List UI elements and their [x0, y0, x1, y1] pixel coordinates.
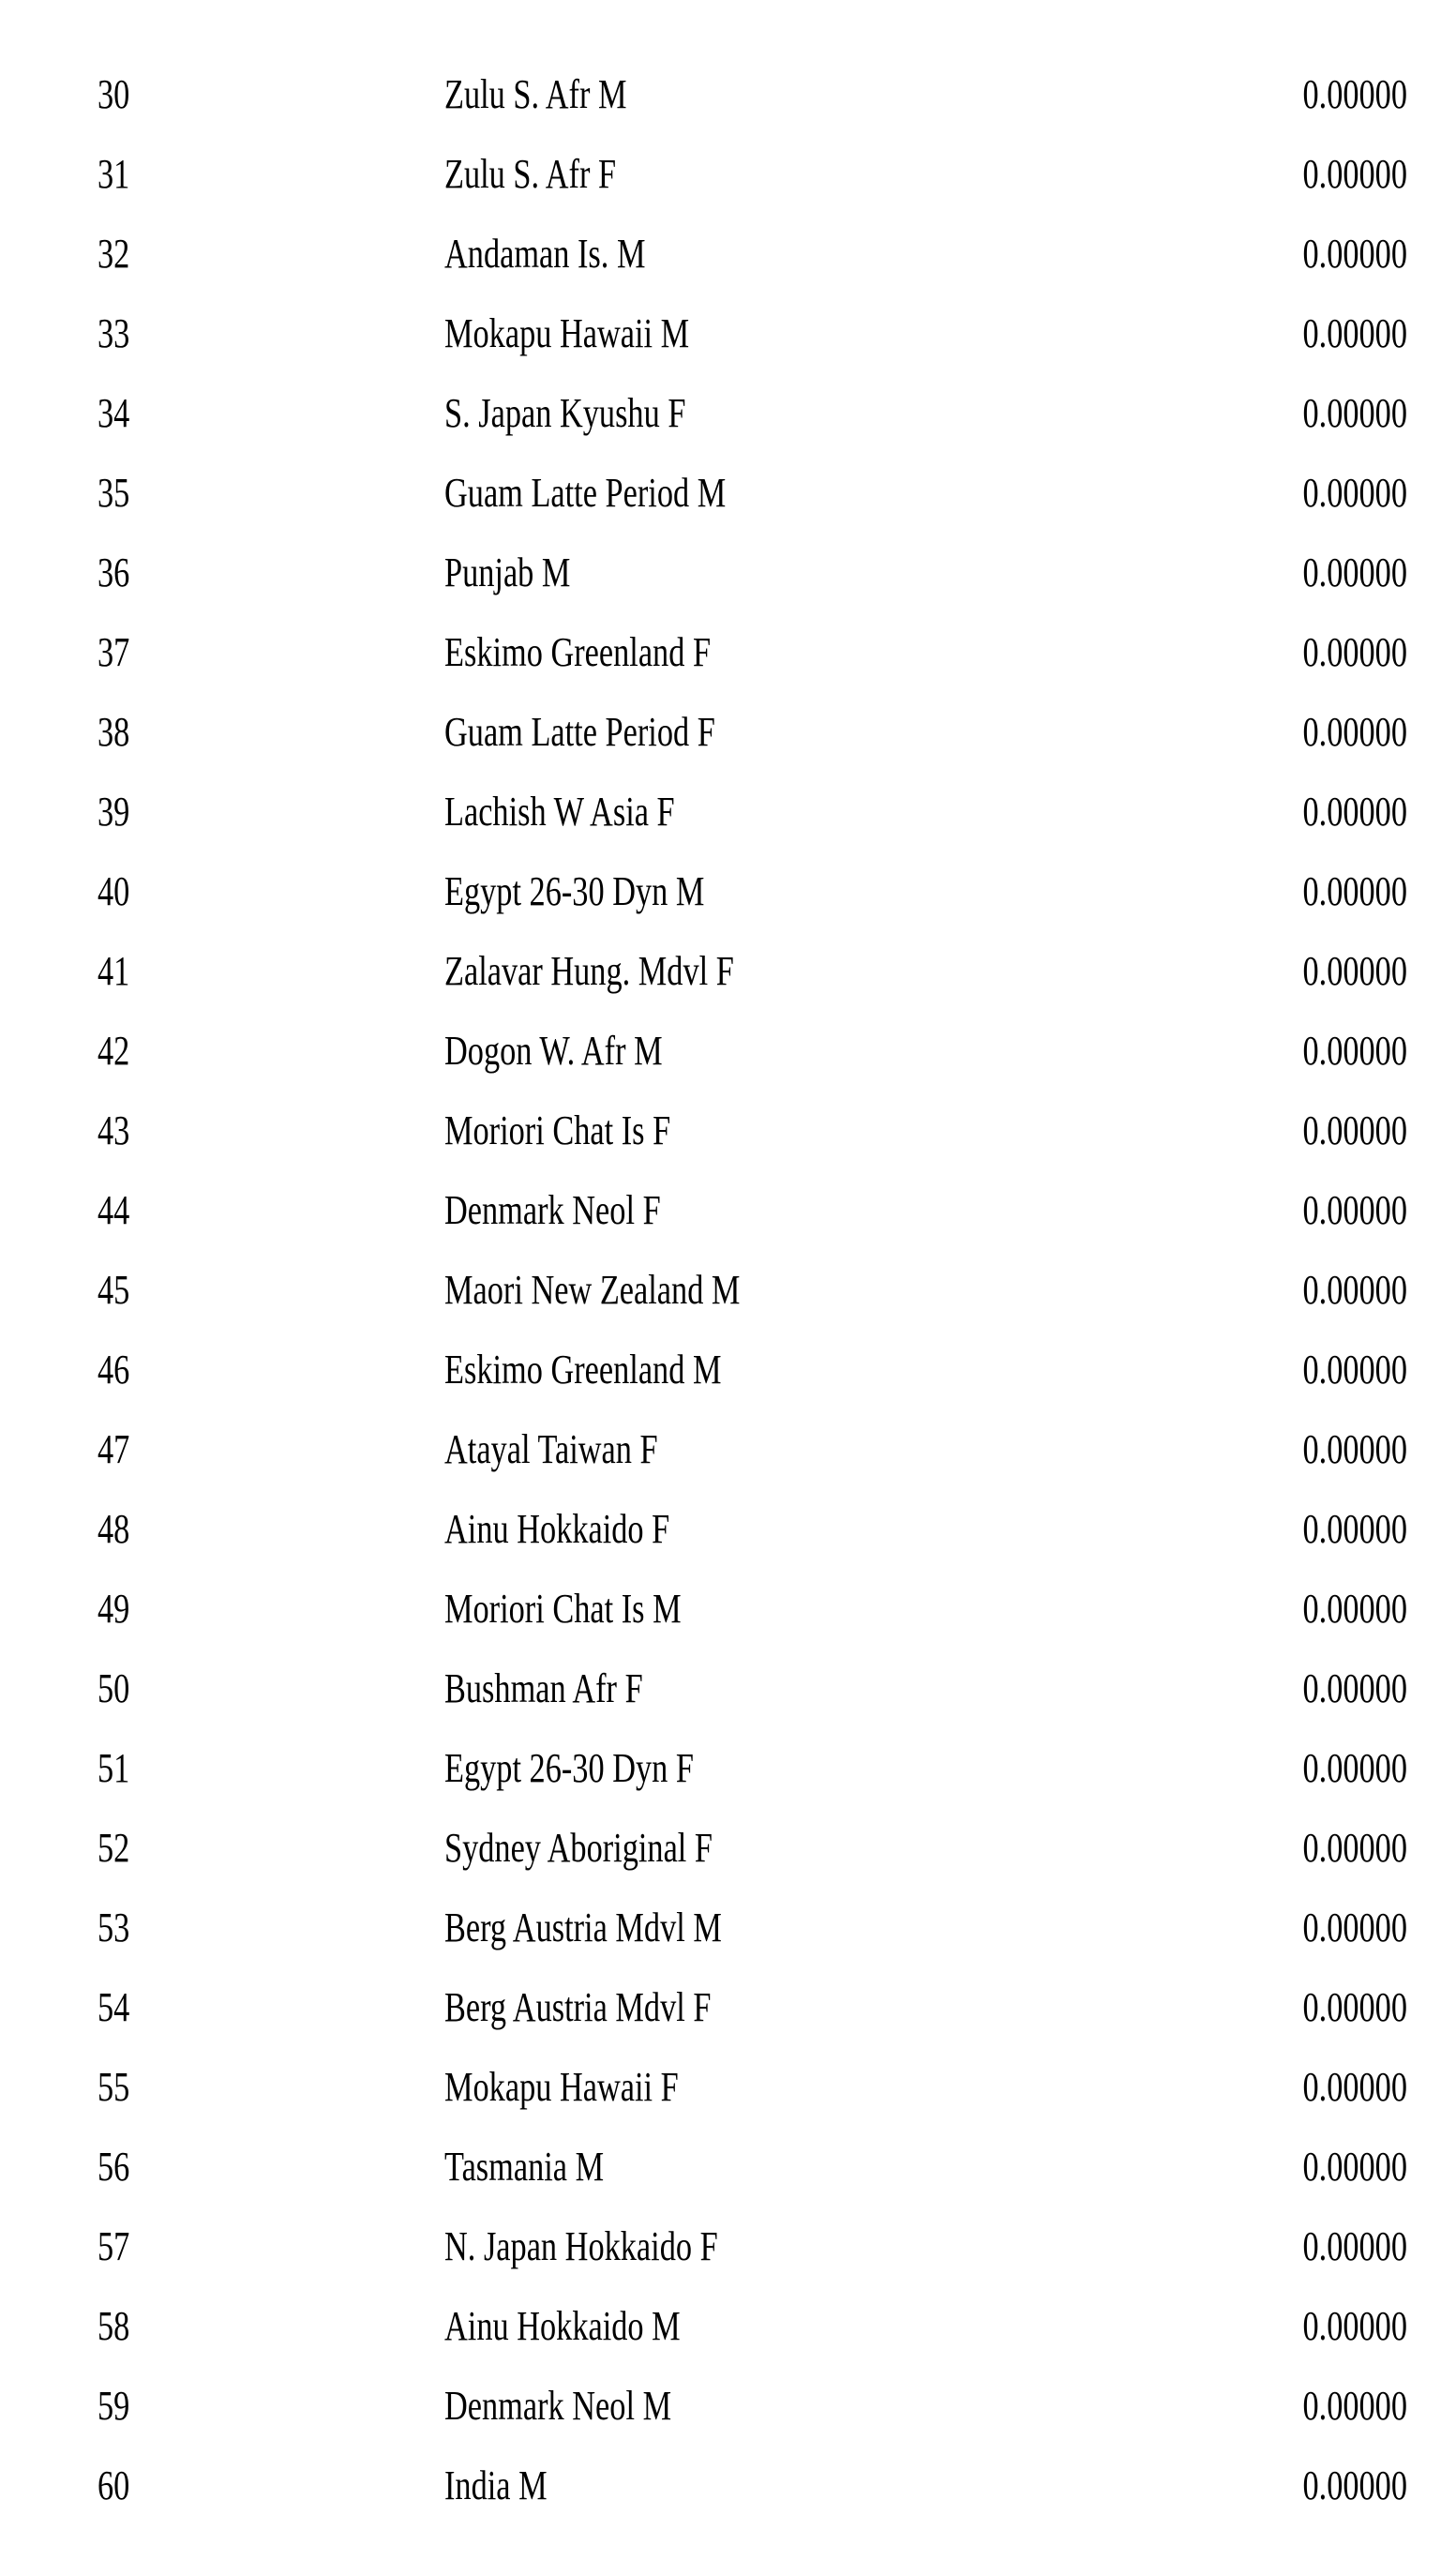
row-rank: 41	[98, 948, 130, 994]
row-value: 0.00000	[1302, 1825, 1407, 1871]
row-value: 0.00000	[1302, 310, 1407, 356]
row-sample-name: Egypt 26-30 Dyn F	[444, 1745, 694, 1791]
row-value: 0.00000	[1302, 2223, 1407, 2269]
table-row	[0, 1170, 1456, 1250]
table-row	[0, 1489, 1456, 1569]
table-row	[0, 134, 1456, 214]
row-rank: 35	[98, 470, 130, 516]
row-rank: 48	[98, 1506, 130, 1552]
row-rank: 31	[98, 151, 130, 197]
table-row	[0, 214, 1456, 294]
table-row	[0, 453, 1456, 533]
row-rank: 49	[98, 1586, 130, 1632]
row-sample-name: Lachish W Asia F	[444, 789, 675, 835]
row-rank: 44	[98, 1187, 130, 1233]
row-rank: 59	[98, 2383, 130, 2429]
row-rank: 47	[98, 1426, 130, 1472]
row-sample-name: Mokapu Hawaii F	[444, 2064, 679, 2110]
row-rank: 55	[98, 2064, 130, 2110]
row-sample-name: Berg Austria Mdvl F	[444, 1984, 712, 2030]
table-row	[0, 2366, 1456, 2446]
row-sample-name: Andaman Is. M	[444, 231, 646, 277]
row-rank: 53	[98, 1905, 130, 1950]
row-value: 0.00000	[1302, 1506, 1407, 1552]
row-sample-name: Berg Austria Mdvl M	[444, 1905, 722, 1950]
row-rank: 50	[98, 1665, 130, 1711]
row-sample-name: Tasmania M	[444, 2144, 605, 2190]
row-rank: 39	[98, 789, 130, 835]
table-row	[0, 772, 1456, 851]
row-rank: 36	[98, 550, 130, 595]
row-value: 0.00000	[1302, 1665, 1407, 1711]
row-rank: 46	[98, 1347, 130, 1393]
row-sample-name: Zulu S. Afr F	[444, 151, 617, 197]
row-rank: 45	[98, 1267, 130, 1313]
row-value: 0.00000	[1302, 868, 1407, 914]
table-row	[0, 1330, 1456, 1409]
table-row	[0, 2206, 1456, 2286]
row-value: 0.00000	[1302, 2383, 1407, 2429]
row-value: 0.00000	[1302, 2303, 1407, 2349]
row-sample-name: S. Japan Kyushu F	[444, 390, 686, 436]
row-sample-name: Denmark Neol M	[444, 2383, 672, 2429]
table-row	[0, 1967, 1456, 2047]
table-row	[0, 373, 1456, 453]
row-sample-name: Zulu S. Afr M	[444, 71, 627, 117]
table-row	[0, 931, 1456, 1011]
table-row	[0, 612, 1456, 692]
table-row	[0, 851, 1456, 931]
row-sample-name: Guam Latte Period M	[444, 470, 727, 516]
row-rank: 32	[98, 231, 130, 277]
row-value: 0.00000	[1302, 948, 1407, 994]
row-value: 0.00000	[1302, 550, 1407, 595]
row-sample-name: N. Japan Hokkaido F	[444, 2223, 718, 2269]
table-row	[0, 1250, 1456, 1330]
table-row	[0, 533, 1456, 612]
table-row	[0, 2446, 1456, 2525]
table-row	[0, 2127, 1456, 2206]
table-row	[0, 1808, 1456, 1888]
row-value: 0.00000	[1302, 1107, 1407, 1153]
row-rank: 58	[98, 2303, 130, 2349]
row-rank: 57	[98, 2223, 130, 2269]
row-rank: 43	[98, 1107, 130, 1153]
row-sample-name: Mokapu Hawaii M	[444, 310, 690, 356]
row-rank: 51	[98, 1745, 130, 1791]
table-row	[0, 1728, 1456, 1808]
table-row	[0, 1649, 1456, 1728]
row-rank: 34	[98, 390, 130, 436]
row-rank: 52	[98, 1825, 130, 1871]
table-row	[0, 1409, 1456, 1489]
row-value: 0.00000	[1302, 1347, 1407, 1393]
row-value: 0.00000	[1302, 470, 1407, 516]
row-rank: 54	[98, 1984, 130, 2030]
row-sample-name: Punjab M	[444, 550, 571, 595]
row-sample-name: Moriori Chat Is M	[444, 1586, 682, 1632]
row-value: 0.00000	[1302, 151, 1407, 197]
row-rank: 60	[98, 2462, 130, 2508]
row-sample-name: Maori New Zealand M	[444, 1267, 741, 1313]
row-sample-name: Moriori Chat Is F	[444, 1107, 671, 1153]
row-sample-name: Ainu Hokkaido F	[444, 1506, 670, 1552]
row-sample-name: Egypt 26-30 Dyn M	[444, 868, 705, 914]
row-rank: 40	[98, 868, 130, 914]
row-rank: 38	[98, 709, 130, 755]
table-row	[0, 1011, 1456, 1091]
row-value: 0.00000	[1302, 1984, 1407, 2030]
row-value: 0.00000	[1302, 231, 1407, 277]
row-value: 0.00000	[1302, 1586, 1407, 1632]
row-value: 0.00000	[1302, 1905, 1407, 1950]
table-row	[0, 294, 1456, 373]
row-value: 0.00000	[1302, 1426, 1407, 1472]
row-value: 0.00000	[1302, 2462, 1407, 2508]
row-sample-name: Atayal Taiwan F	[444, 1426, 658, 1472]
row-value: 0.00000	[1302, 1187, 1407, 1233]
row-sample-name: India M	[444, 2462, 548, 2508]
row-sample-name: Dogon W. Afr M	[444, 1028, 663, 1074]
row-value: 0.00000	[1302, 789, 1407, 835]
table-row	[0, 1569, 1456, 1649]
table-row	[0, 692, 1456, 772]
row-value: 0.00000	[1302, 2064, 1407, 2110]
table-row	[0, 54, 1456, 134]
row-sample-name: Eskimo Greenland F	[444, 629, 712, 675]
row-sample-name: Ainu Hokkaido M	[444, 2303, 681, 2349]
row-value: 0.00000	[1302, 1745, 1407, 1791]
row-rank: 56	[98, 2144, 130, 2190]
row-value: 0.00000	[1302, 709, 1407, 755]
table-row	[0, 1888, 1456, 1967]
row-sample-name: Eskimo Greenland M	[444, 1347, 722, 1393]
row-rank: 37	[98, 629, 130, 675]
row-sample-name: Denmark Neol F	[444, 1187, 661, 1233]
row-rank: 42	[98, 1028, 130, 1074]
table-row	[0, 2286, 1456, 2366]
table-row	[0, 1091, 1456, 1170]
row-value: 0.00000	[1302, 1267, 1407, 1313]
row-rank: 30	[98, 71, 130, 117]
row-rank: 33	[98, 310, 130, 356]
row-value: 0.00000	[1302, 2144, 1407, 2190]
row-value: 0.00000	[1302, 629, 1407, 675]
row-sample-name: Zalavar Hung. Mdvl F	[444, 948, 734, 994]
row-value: 0.00000	[1302, 1028, 1407, 1074]
table-row	[0, 2047, 1456, 2127]
row-value: 0.00000	[1302, 71, 1407, 117]
row-sample-name: Bushman Afr F	[444, 1665, 643, 1711]
row-value: 0.00000	[1302, 390, 1407, 436]
row-sample-name: Sydney Aboriginal F	[444, 1825, 713, 1871]
row-sample-name: Guam Latte Period F	[444, 709, 715, 755]
